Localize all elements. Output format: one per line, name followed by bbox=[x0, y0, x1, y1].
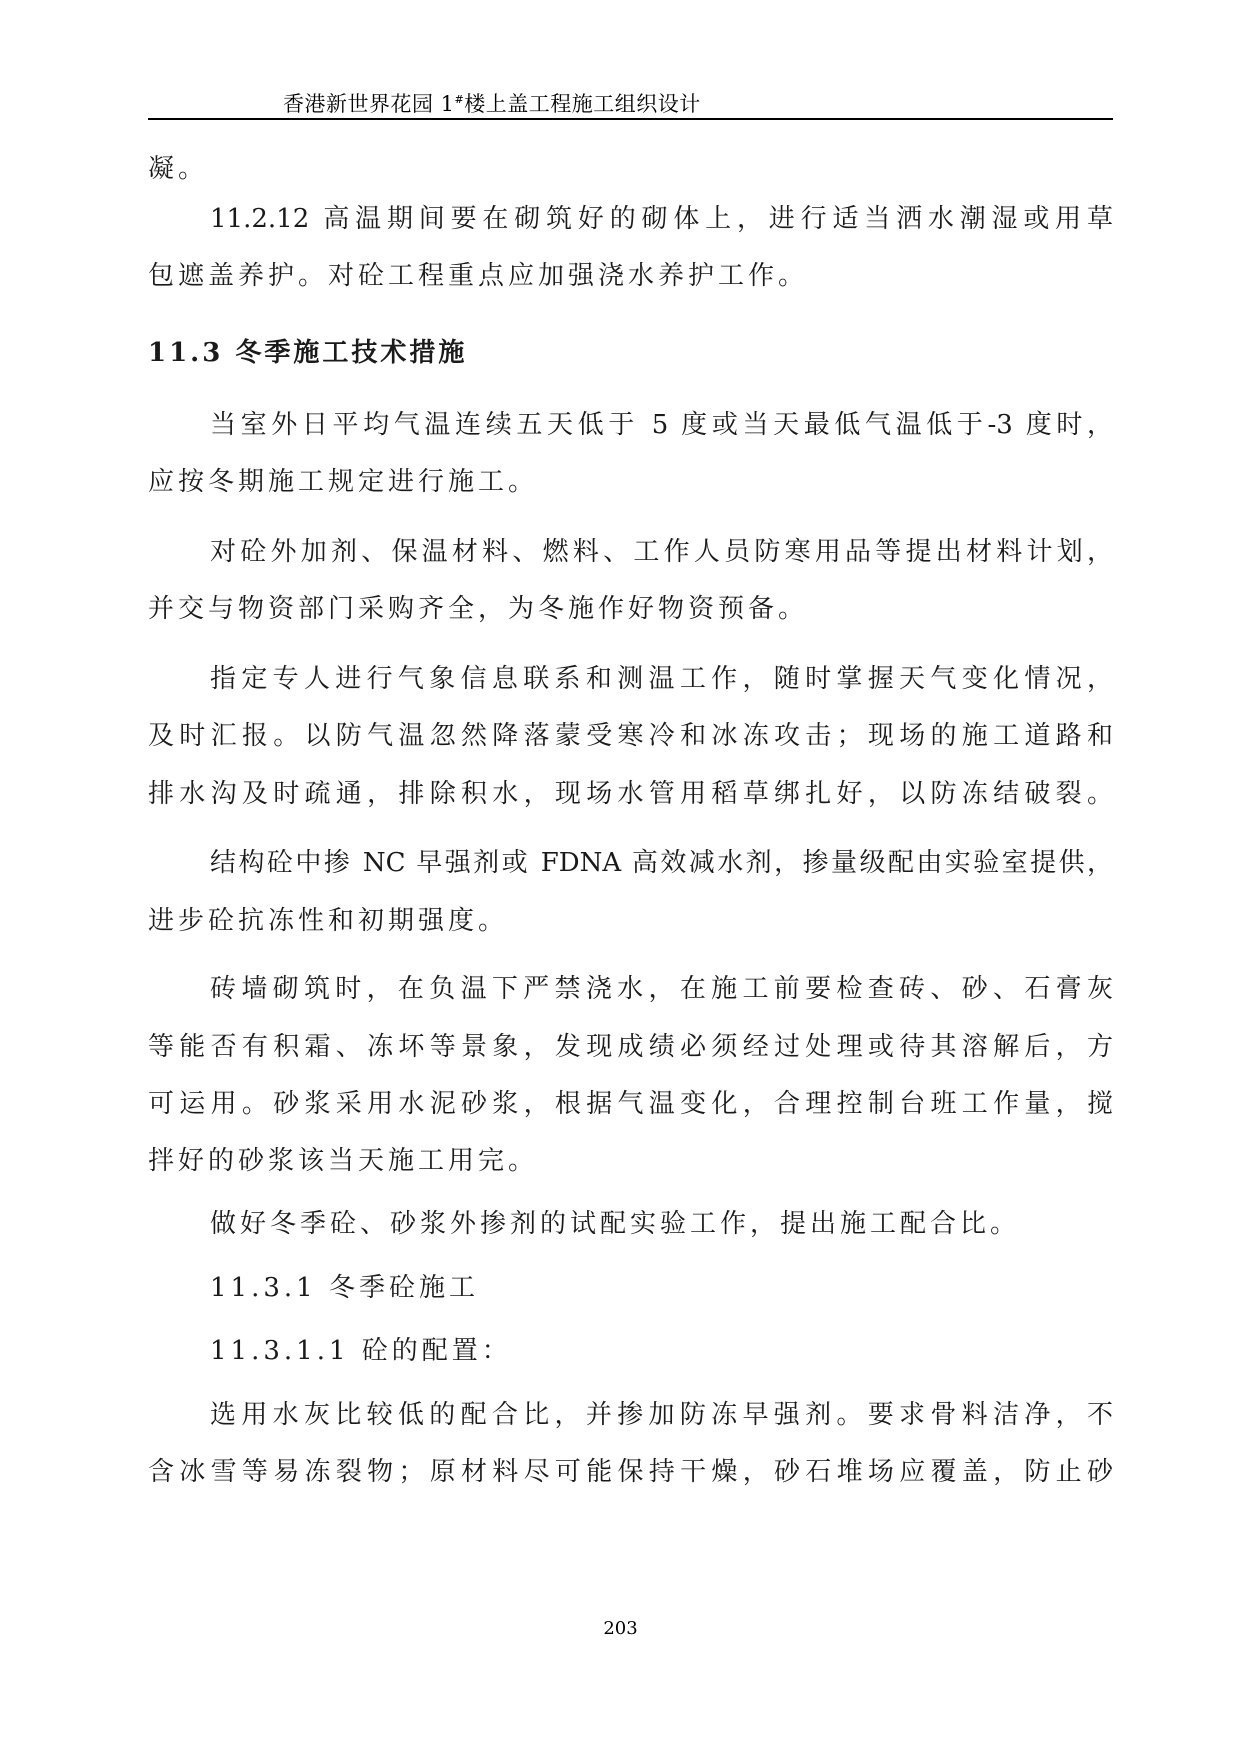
header-title bbox=[283, 88, 701, 118]
header-title-superscript: # bbox=[454, 93, 465, 106]
text-line: 对砼外加剂、保温材料、燃料、工作人员防寒用品等提出材料计划， bbox=[210, 537, 1113, 567]
text-line: 应按冬期施工规定进行施工。 bbox=[148, 467, 539, 497]
subsection-heading: 11.3.1 冬季砼施工 bbox=[210, 1273, 479, 1303]
text-line: 等能否有积霜、冻坏等景象，发现成绩必须经过处理或待其溶解后，方 bbox=[148, 1032, 1113, 1062]
text-line: 并交与物资部门采购齐全，为冬施作好物资预备。 bbox=[148, 594, 809, 624]
text-line: 当室外日平均气温连续五天低于 5 度或当天最低气温低于-3 度时， bbox=[210, 410, 1113, 440]
text-line: 指定专人进行气象信息联系和测温工作，随时掌握天气变化情况， bbox=[210, 664, 1113, 694]
header-title-text-rest: 楼上盖工程施工组织设计 bbox=[464, 92, 701, 116]
page-header bbox=[148, 78, 1113, 120]
text-line: 砖墙砌筑时，在负温下严禁浇水，在施工前要检查砖、砂、石膏灰 bbox=[210, 974, 1113, 1004]
text-line: 及时汇报。以防气温忽然降落蒙受寒冷和冰冻攻击；现场的施工道路和 bbox=[148, 721, 1113, 751]
text-line: 拌好的砂浆该当天施工用完。 bbox=[148, 1146, 539, 1176]
text-line: 进步砼抗冻性和初期强度。 bbox=[148, 906, 509, 936]
text-line: 包遮盖养护。对砼工程重点应加强浇水养护工作。 bbox=[148, 261, 809, 291]
page-number: 203 bbox=[603, 1618, 638, 1639]
text-line: 11.2.12 高温期间要在砌筑好的砌体上，进行适当洒水潮湿或用草 bbox=[210, 204, 1113, 234]
text-line: 可运用。砂浆采用水泥砂浆，根据气温变化，合理控制台班工作量，搅 bbox=[148, 1089, 1113, 1119]
text-line: 选用水灰比较低的配合比，并掺加防冻早强剂。要求骨料洁净，不 bbox=[210, 1400, 1113, 1430]
header-title-text: 香港新世界花园 1 bbox=[283, 92, 455, 116]
section-heading: 11.3 冬季施工技术措施 bbox=[148, 338, 468, 368]
subsection-heading: 11.3.1.1 砼的配置： bbox=[210, 1336, 512, 1366]
text-line: 做好冬季砼、砂浆外掺剂的试配实验工作，提出施工配合比。 bbox=[210, 1209, 1021, 1239]
text-line: 含冰雪等易冻裂物；原材料尽可能保持干燥，砂石堆场应覆盖，防止砂 bbox=[148, 1457, 1113, 1487]
text-line: 结构砼中掺 NC 早强剂或 FDNA 高效减水剂，掺量级配由实验室提供， bbox=[210, 848, 1113, 878]
text-line: 凝。 bbox=[148, 154, 209, 184]
text-line: 排水沟及时疏通，排除积水，现场水管用稻草绑扎好，以防冻结破裂。 bbox=[148, 779, 1113, 809]
